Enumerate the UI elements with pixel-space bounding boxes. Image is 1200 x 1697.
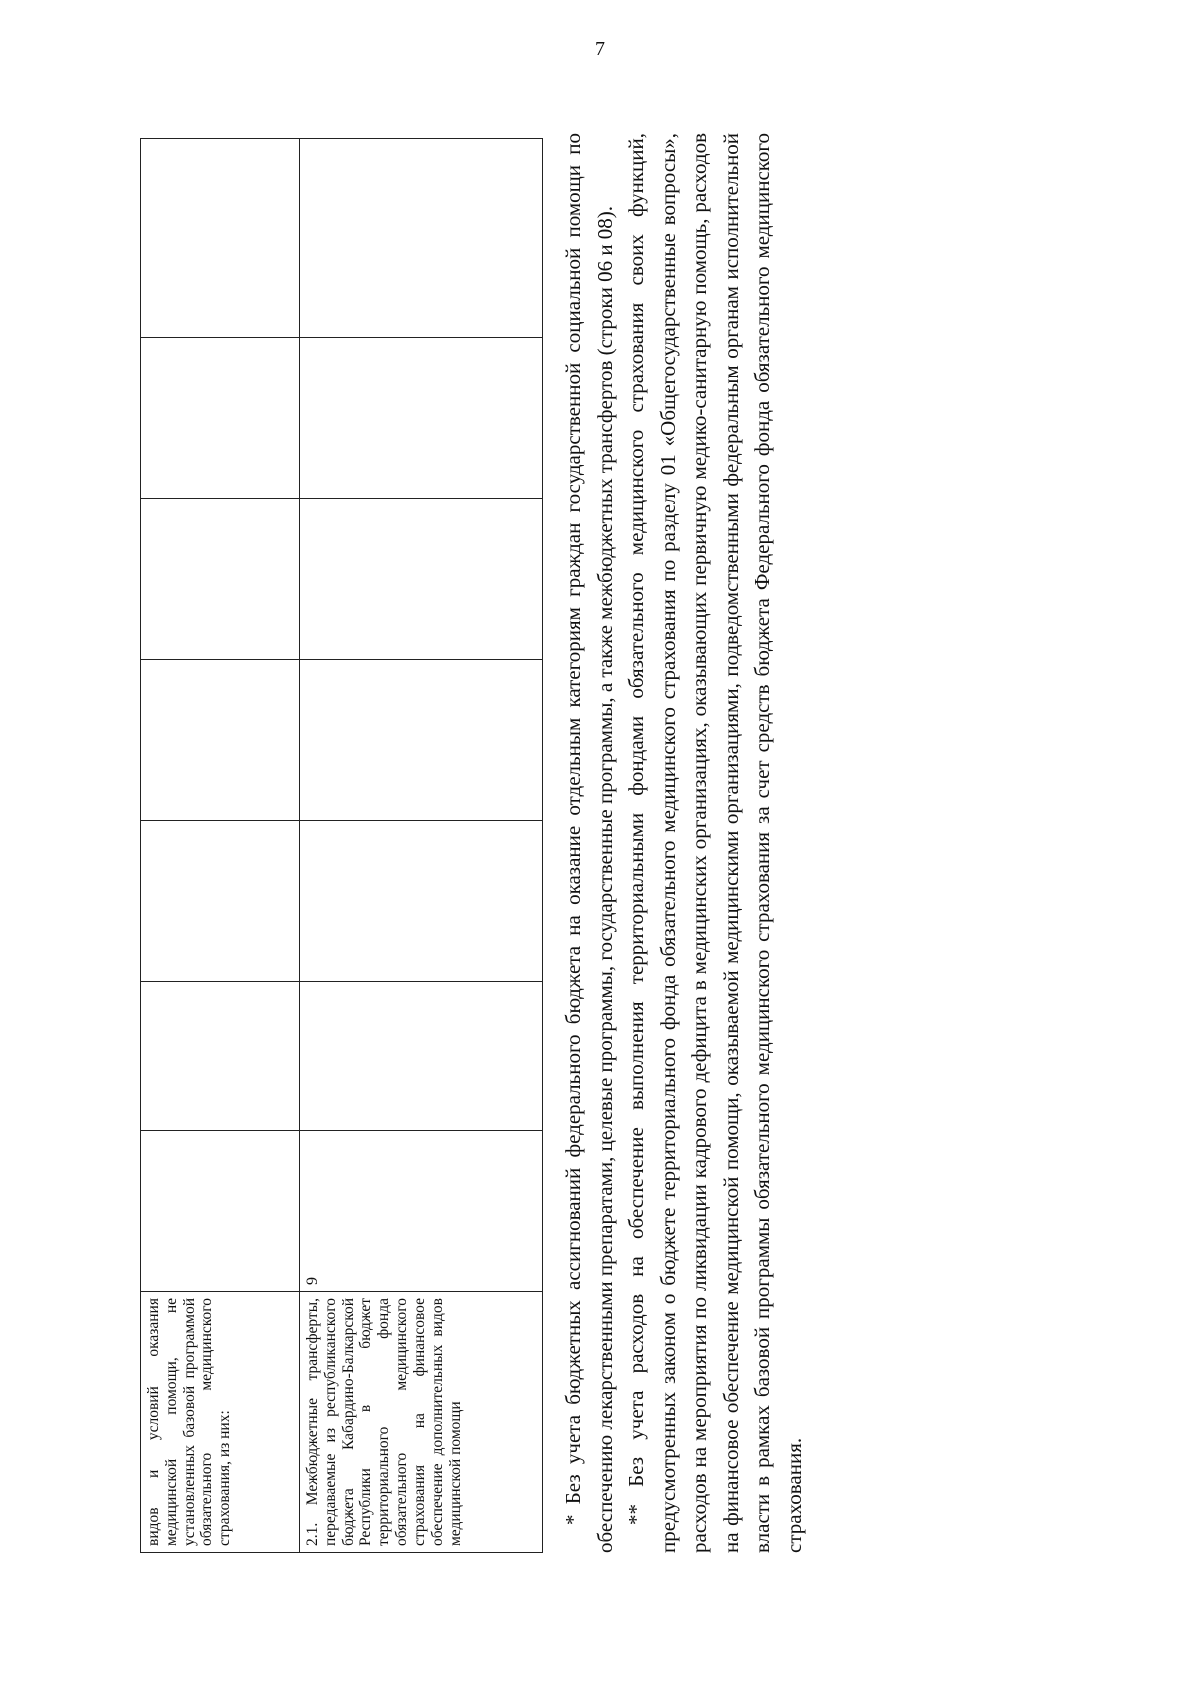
page-number: 7	[595, 38, 605, 60]
document-sheet	[110, 103, 1090, 1593]
table-cell	[300, 499, 543, 660]
table-cell	[300, 982, 543, 1131]
table-cell	[300, 821, 543, 982]
table-cell	[300, 338, 543, 499]
table-cell	[141, 338, 300, 499]
table-row	[141, 139, 300, 1553]
table-cell	[141, 1131, 300, 1292]
table-cell: 9	[300, 1131, 543, 1292]
table-cell	[141, 499, 300, 660]
footnote-1: * Без учета бюджетных ассигнований федерального бюджета на оказание отдельным категориям граждан государственной социальной помощи по обеспечению лекарственными препаратами, целевые программы, государственные программы, а также межбюджетных трансфертов (строки 06 и 08).	[561, 133, 617, 1553]
rotated-page	[110, 103, 1090, 1593]
table-cell	[141, 821, 300, 982]
table-cell	[141, 660, 300, 821]
table-cell	[141, 139, 300, 338]
table-cell	[300, 660, 543, 821]
row-label: 2.1. Межбюджетные трансферты, передаваемые из республиканского бюджета Кабардино-Балкарской Республики в бюджет территориального фонда обязательного медицинского страхования на финансовое обеспечение дополнительных видов медицинской помощи	[300, 1292, 543, 1553]
footnotes	[558, 133, 810, 1553]
table-cell	[300, 139, 543, 338]
row-label: видов и условий оказания медицинской помощи, не установленных базовой программой обязательного медицинского страхования, из них:	[141, 1292, 300, 1553]
table-row	[300, 139, 543, 1553]
budget-table	[140, 138, 543, 1553]
table-cell	[141, 982, 300, 1131]
footnote-2: ** Без учета расходов на обеспечение выполнения территориальными фондами обязательного медицинского страхования своих функций, предусмотренных законом о бюджете территориального фонда обязательного медицинского страхования по разделу 01 «Общегосударственные вопросы», расходов на мероприятия по ликвидации кадрового дефицита в медицинских организациях, оказывающих первичную медико-санитарную помощь, расходов на финансовое обеспечение медицинской помощи, оказываемой медицинскими организациями, подведомственными федеральным органам исполнительной власти в рамках базовой программы обязательного медицинского страхования за счет средств бюджета Федерального фонда обязательного медицинского страхования.	[624, 133, 806, 1553]
